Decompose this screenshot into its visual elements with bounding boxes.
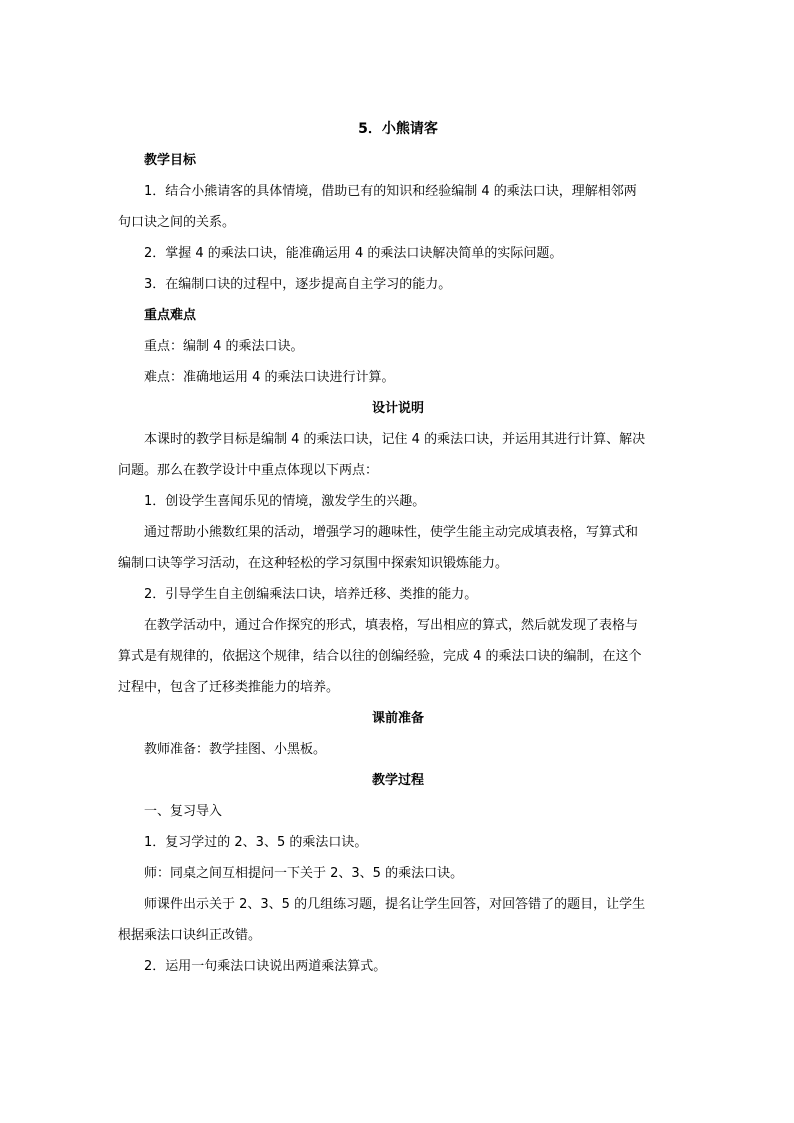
- process-heading: 教学过程: [371, 773, 424, 788]
- document-title: 5．小熊请客: [358, 121, 438, 137]
- objectives-heading: 教学目标: [144, 153, 197, 168]
- design-point-1: 1．创设学生喜闻乐见的情境，激发学生的兴趣。: [144, 494, 426, 509]
- design-heading: 设计说明: [371, 401, 424, 416]
- process-step-1: 1．复习学过的 2、3、5 的乘法口诀。: [144, 835, 368, 850]
- process-step-2: 2．运用一句乘法口诀说出两道乘法算式。: [144, 959, 387, 974]
- process-part-1: 一、复习导入: [144, 804, 223, 819]
- design-point-2-desc: 在教学活动中，通过合作探究的形式，填表格，写出相应的算式，然后就发现了表格与: [144, 618, 639, 633]
- objective-3: 3．在编制口诀的过程中，逐步提高自主学习的能力。: [144, 277, 452, 292]
- design-point-1-desc-continued: 编制口诀等学习活动，在这种轻松的学习氛围中探索知识锻炼能力。: [118, 556, 509, 571]
- teacher-line-1: 师：同桌之间互相提问一下关于 2、3、5 的乘法口诀。: [144, 866, 464, 881]
- preparation-heading: 课前准备: [371, 711, 424, 726]
- objective-2: 2．掌握 4 的乘法口诀，能准确运用 4 的乘法口诀解决简单的实际问题。: [144, 246, 563, 261]
- preparation-text: 教师准备：教学挂图、小黑板。: [144, 742, 327, 757]
- design-point-2: 2．引导学生自主创编乘法口诀，培养迁移、类推的能力。: [144, 587, 478, 602]
- design-intro-continued: 问题。那么在教学设计中重点体现以下两点：: [118, 463, 379, 478]
- document-content: [118, 114, 678, 982]
- design-point-1-desc: 通过帮助小熊数红果的活动，增强学习的趣味性，使学生能主动完成填表格，写算式和: [144, 525, 639, 540]
- difficulty-point: 难点：准确地运用 4 的乘法口诀进行计算。: [144, 370, 395, 385]
- objective-1-continued: 句口诀之间的关系。: [118, 215, 236, 230]
- design-point-2-desc-end: 过程中，包含了迁移类推能力的培养。: [118, 680, 340, 695]
- objective-1: 1．结合小熊请客的具体情境，借助已有的知识和经验编制 4 的乘法口诀，理解相邻两: [144, 184, 637, 199]
- key-points-heading: 重点难点: [144, 308, 197, 323]
- teacher-line-2: 师课件出示关于 2、3、5 的几组练习题，提名让学生回答，对回答错了的题目，让学生: [144, 897, 646, 912]
- teacher-line-2-continued: 根据乘法口诀纠正改错。: [118, 928, 262, 943]
- design-point-2-desc-continued: 算式是有规律的，依据这个规律，结合以往的创编经验，完成 4 的乘法口诀的编制，在这个: [118, 649, 642, 664]
- key-point: 重点：编制 4 的乘法口诀。: [144, 339, 304, 354]
- design-intro: 本课时的教学目标是编制 4 的乘法口诀，记住 4 的乘法口诀，并运用其进行计算、解决: [144, 432, 646, 447]
